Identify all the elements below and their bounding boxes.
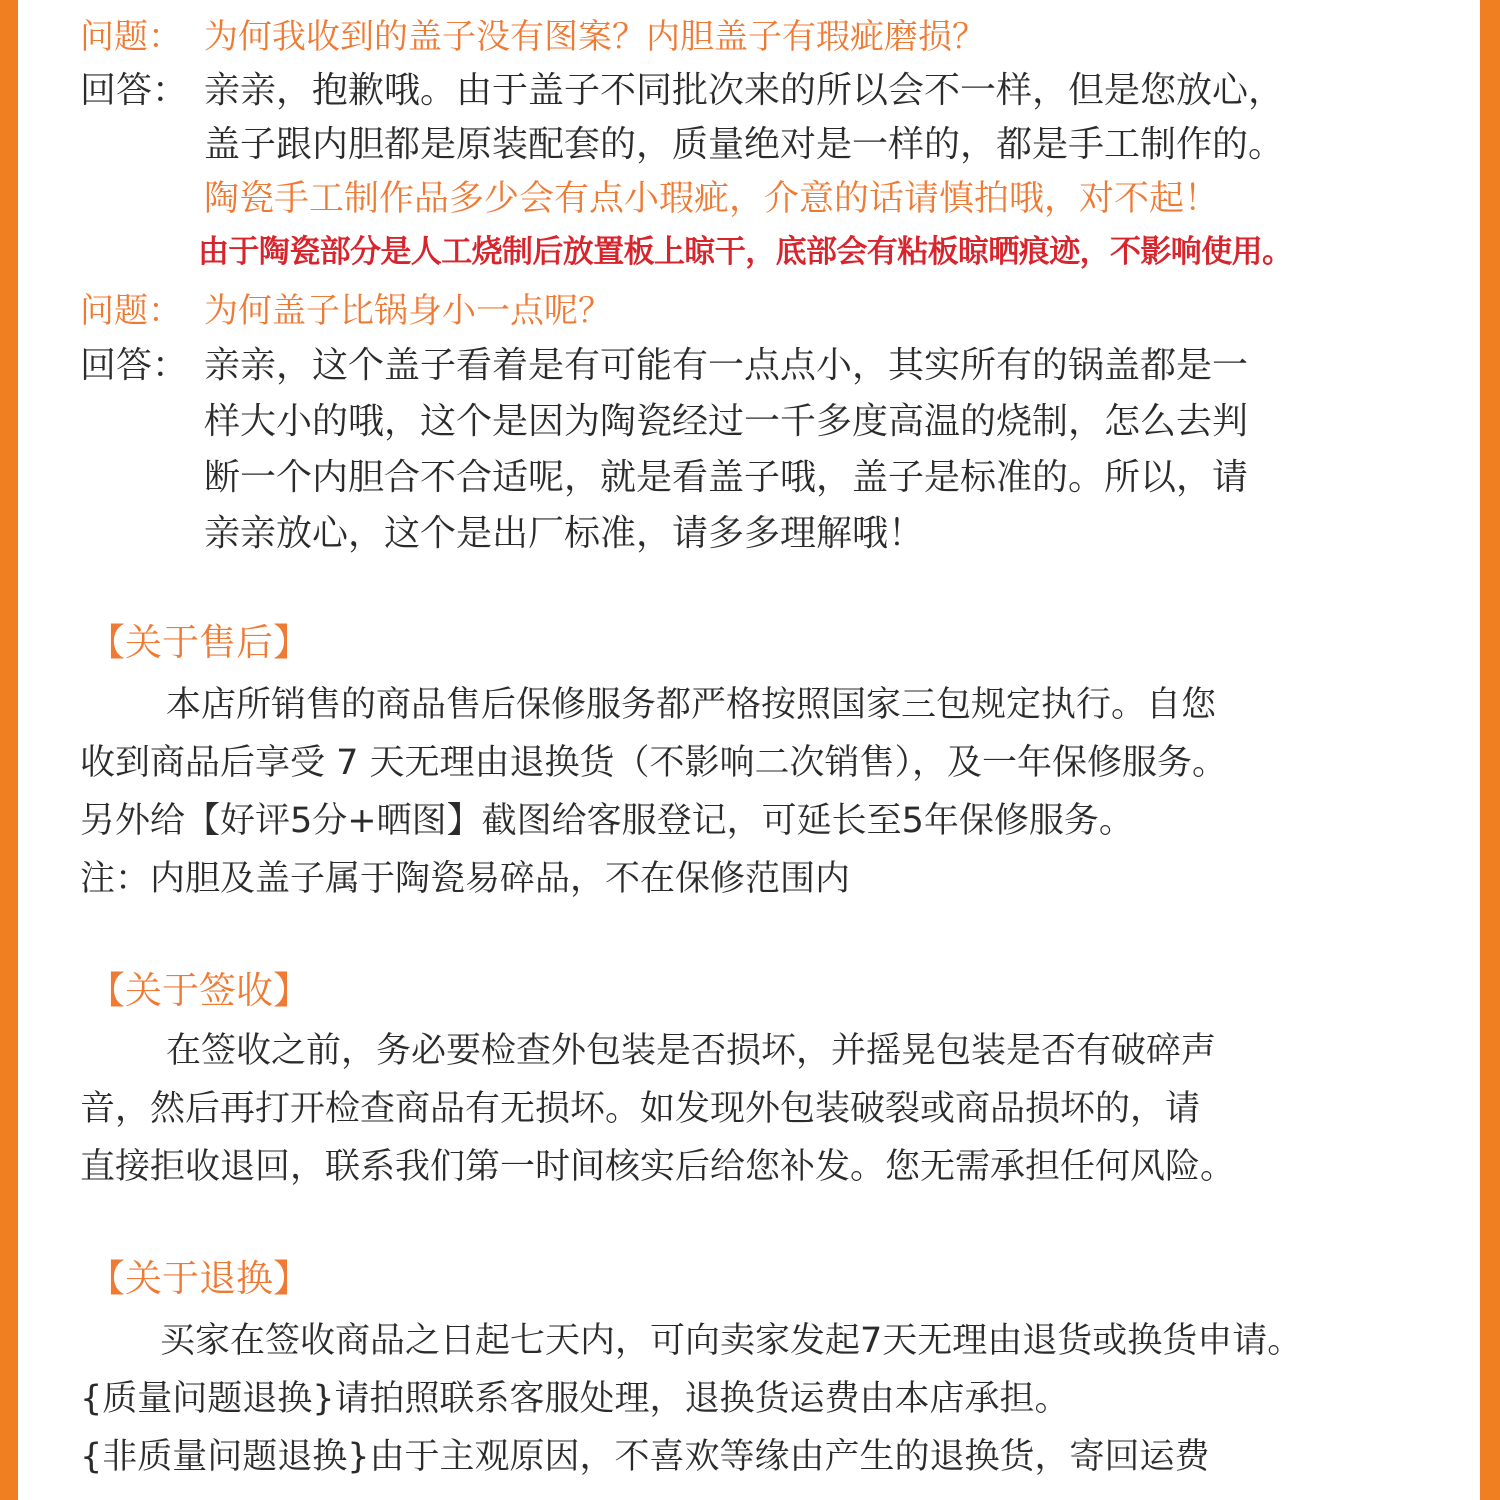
- question-text: 为何盖子比锅身小一点呢？: [204, 291, 612, 331]
- receipt-text: [80, 1022, 1235, 1196]
- drying-marks-notice: 由于陶瓷部分是人工烧制后放置板上晾干，底部会有粘板晾晒痕迹，不影响使用。: [198, 234, 1293, 270]
- answer-line: 断一个内胆合不合适呢，就是看盖子哦，盖子是标准的。所以，请: [204, 457, 1249, 498]
- returns-text: [80, 1312, 1302, 1486]
- paragraph-line: 收到商品后享受 7 天无理由退换货（不影响二次销售），及一年保修服务。: [80, 743, 1228, 783]
- paragraph-line: 买家在签收商品之日起七天内，可向卖家发起7天无理由退货或换货申请。: [160, 1321, 1303, 1361]
- answer-line: 盖子跟内胆都是原装配套的，质量绝对是一样的，都是手工制作的。: [204, 124, 1285, 165]
- answer-line: 亲亲，这个盖子看着是有可能有一点点小，其实所有的锅盖都是一: [204, 345, 1249, 386]
- paragraph-line: 音，然后再打开检查商品有无损坏。如发现外包装破裂或商品损坏的，请: [80, 1089, 1201, 1129]
- question-label: 问题：: [80, 17, 182, 57]
- returns-heading: 【关于退换】: [88, 1257, 310, 1300]
- question-text: 为何我收到的盖子没有图案？内胆盖子有瑕疵磨损？: [204, 17, 986, 57]
- after-sales-text: [80, 676, 1227, 908]
- faq-sheet: [18, 0, 1480, 1500]
- defect-notice: 陶瓷手工制作品多少会有点小瑕疵，介意的话请慎拍哦，对不起！: [204, 179, 1220, 219]
- faq-item-lid-size: [80, 284, 1248, 562]
- answer: [80, 64, 1292, 172]
- answer-line: 亲亲，抱歉哦。由于盖子不同批次来的所以会不一样，但是您放心，: [204, 70, 1285, 111]
- answer-line: 样大小的哦，这个是因为陶瓷经过一千多度高温的烧制，怎么去判: [204, 401, 1249, 442]
- paragraph-line: 另外给【好评5分+晒图】截图给客服登记，可延长至5年保修服务。: [80, 801, 1134, 841]
- paragraph-line: {质量问题退换}请拍照联系客服处理，退换货运费由本店承担。: [80, 1379, 1070, 1419]
- after-sales-heading: 【关于售后】: [88, 621, 310, 664]
- answer-label: 回答：: [80, 345, 189, 386]
- answer-line: 亲亲放心，这个是出厂标准，请多多理解哦！: [204, 513, 925, 554]
- receipt-heading: 【关于签收】: [88, 969, 310, 1012]
- paragraph-line: {非质量问题退换}由于主观原因，不喜欢等缘由产生的退换货，寄回运费: [80, 1437, 1210, 1477]
- paragraph-line: 直接拒收退回，联系我们第一时间核实后给您补发。您无需承担任何风险。: [80, 1147, 1236, 1187]
- paragraph-line: 注：内胆及盖子属于陶瓷易碎品，不在保修范围内: [80, 859, 851, 899]
- question: [80, 10, 1292, 64]
- answer-label: 回答：: [80, 70, 189, 111]
- paragraph-line: 在签收之前，务必要检查外包装是否损坏，并摇晃包装是否有破碎声: [166, 1031, 1217, 1071]
- question: [80, 284, 1248, 338]
- faq-item-lid-pattern: [80, 10, 1292, 278]
- question-label: 问题：: [80, 291, 182, 331]
- paragraph-line: 本店所销售的商品售后保修服务都严格按照国家三包规定执行。自您: [166, 685, 1217, 725]
- answer: [80, 338, 1248, 562]
